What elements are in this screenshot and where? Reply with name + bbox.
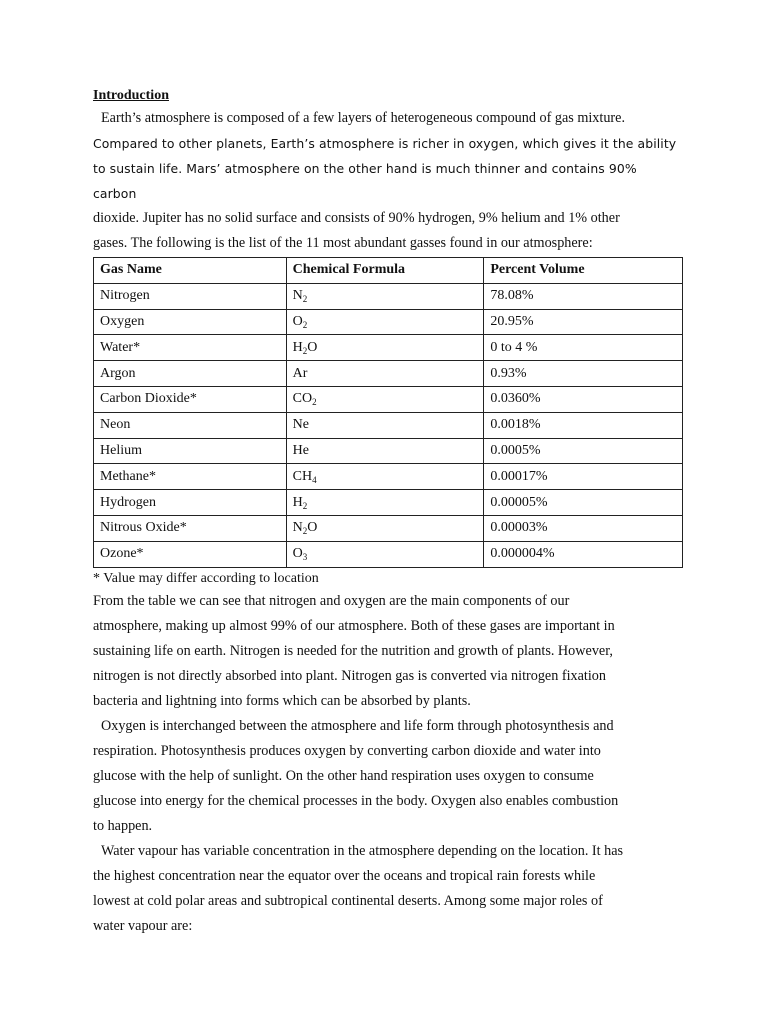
gas-name-cell: Argon <box>94 361 287 387</box>
chemical-formula-cell <box>286 490 484 516</box>
percent-volume-cell: 78.08% <box>484 283 683 309</box>
paragraph-line-text: Oxygen is interchanged between the atmosphere and life form through photosynthesis and <box>101 717 614 734</box>
table-row <box>94 283 683 309</box>
chemical-formula-cell <box>286 361 484 387</box>
paragraph-water-vapour <box>93 839 683 939</box>
table-header-row <box>94 258 683 284</box>
chemical-formula-cell <box>286 515 484 541</box>
paragraph-line: respiration. Photosynthesis produces oxygen by converting carbon dioxide and water into <box>93 742 601 759</box>
formula-base: O <box>292 313 303 329</box>
formula-subscript: 2 <box>302 500 308 511</box>
gas-name-cell: Helium <box>94 438 287 464</box>
intro-line: to sustain life. Mars’ atmosphere on the other hand is much thinner and contains 90% carbon <box>93 161 637 201</box>
table-row <box>94 438 683 464</box>
formula-base: He <box>292 442 309 458</box>
percent-volume-cell: 0.0018% <box>484 412 683 438</box>
paragraph-line: glucose with the help of sunlight. On the other hand respiration uses oxygen to consume <box>93 767 594 784</box>
paragraph-line: to happen. <box>93 817 153 834</box>
percent-volume-cell: 0.00005% <box>484 490 683 516</box>
percent-volume-cell: 0.00017% <box>484 464 683 490</box>
paragraph-line: From the table we can see that nitrogen and oxygen are the main components of our <box>93 592 570 609</box>
paragraph-line <box>93 714 683 739</box>
chemical-formula-cell <box>286 412 484 438</box>
formula-base: N <box>292 288 303 304</box>
chemical-formula-cell <box>286 283 484 309</box>
chemical-formula-cell <box>286 386 484 412</box>
percent-volume-cell: 0 to 4 % <box>484 335 683 361</box>
formula-base: Ne <box>292 417 309 433</box>
paragraph-nitrogen <box>93 589 683 714</box>
formula-subscript: 3 <box>302 552 308 563</box>
chemical-formula-cell <box>286 309 484 335</box>
formula-base: H <box>292 339 303 355</box>
table-row <box>94 386 683 412</box>
intro-line <box>93 106 683 131</box>
table-row <box>94 309 683 335</box>
table-row <box>94 515 683 541</box>
chemical-formula-cell <box>286 335 484 361</box>
table-row <box>94 335 683 361</box>
formula-base: H <box>292 494 303 510</box>
intro-line: Compared to other planets, Earth’s atmosphere is richer in oxygen, which gives it the ability <box>93 136 677 151</box>
formula-base: Ar <box>292 365 308 381</box>
formula-tail: O <box>307 339 318 355</box>
formula-subscript: 4 <box>312 474 317 485</box>
paragraph-line: bacteria and lightning into forms which can be absorbed by plants. <box>93 692 471 709</box>
formula-subscript: 2 <box>302 345 308 356</box>
paragraph-line: sustaining life on earth. Nitrogen is needed for the nutrition and growth of plants. However, <box>93 642 613 659</box>
formula-base: CH <box>292 468 313 484</box>
gas-table <box>93 257 683 568</box>
paragraph-line: nitrogen is not directly absorbed into plant. Nitrogen gas is converted via nitrogen fixation <box>93 667 606 684</box>
intro-line: dioxide. Jupiter has no solid surface and consists of 90% hydrogen, 9% helium and 1% other <box>93 210 620 226</box>
gas-name-cell: Oxygen <box>94 309 287 335</box>
formula-base: N <box>292 520 303 536</box>
paragraph-line <box>93 839 683 864</box>
percent-volume-cell: 0.0360% <box>484 386 683 412</box>
formula-subscript: 2 <box>302 319 308 330</box>
percent-volume-cell: 0.00003% <box>484 515 683 541</box>
gas-name-cell: Ozone* <box>94 541 287 567</box>
paragraph-oxygen <box>93 714 683 839</box>
formula-base: O <box>292 546 303 562</box>
formula-subscript: 2 <box>302 526 308 537</box>
table-row <box>94 412 683 438</box>
header-gas-name: Gas Name <box>94 258 287 284</box>
paragraph-line: the highest concentration near the equator over the oceans and tropical rain forests while <box>93 867 596 884</box>
intro-line-1-text: Earth’s atmosphere is composed of a few layers of heterogeneous compound of gas mixture. <box>101 110 625 126</box>
section-heading: Introduction <box>93 88 169 103</box>
percent-volume-cell: 20.95% <box>484 309 683 335</box>
percent-volume-cell: 0.93% <box>484 361 683 387</box>
table-row <box>94 490 683 516</box>
paragraph-line: water vapour are: <box>93 917 193 934</box>
table-row <box>94 464 683 490</box>
chemical-formula-cell <box>286 438 484 464</box>
paragraph-line-text: Water vapour has variable concentration in the atmosphere depending on the location. It has <box>101 842 624 859</box>
intro-paragraph <box>93 106 683 256</box>
formula-subscript: 2 <box>312 397 317 408</box>
percent-volume-cell: 0.000004% <box>484 541 683 567</box>
document-page <box>93 86 683 939</box>
gas-name-cell: Methane* <box>94 464 287 490</box>
chemical-formula-cell <box>286 541 484 567</box>
gas-name-cell: Hydrogen <box>94 490 287 516</box>
table-row <box>94 361 683 387</box>
gas-name-cell: Nitrogen <box>94 283 287 309</box>
gas-name-cell: Carbon Dioxide* <box>94 386 287 412</box>
paragraph-line: glucose into energy for the chemical processes in the body. Oxygen also enables combustion <box>93 792 619 809</box>
header-chemical-formula: Chemical Formula <box>286 258 484 284</box>
percent-volume-cell: 0.0005% <box>484 438 683 464</box>
intro-line: gases. The following is the list of the 11 most abundant gasses found in our atmosphere: <box>93 235 593 251</box>
gas-name-cell: Water* <box>94 335 287 361</box>
chemical-formula-cell <box>286 464 484 490</box>
header-percent-volume: Percent Volume <box>484 258 683 284</box>
paragraph-line: lowest at cold polar areas and subtropical continental deserts. Among some major roles of <box>93 892 603 909</box>
formula-tail: O <box>307 520 318 536</box>
paragraph-line: atmosphere, making up almost 99% of our atmosphere. Both of these gases are important in <box>93 617 615 634</box>
table-footnote: * Value may differ according to location <box>93 570 319 586</box>
gas-name-cell: Nitrous Oxide* <box>94 515 287 541</box>
table-row <box>94 541 683 567</box>
gas-name-cell: Neon <box>94 412 287 438</box>
formula-base: CO <box>292 391 313 407</box>
formula-subscript: 2 <box>302 294 308 305</box>
